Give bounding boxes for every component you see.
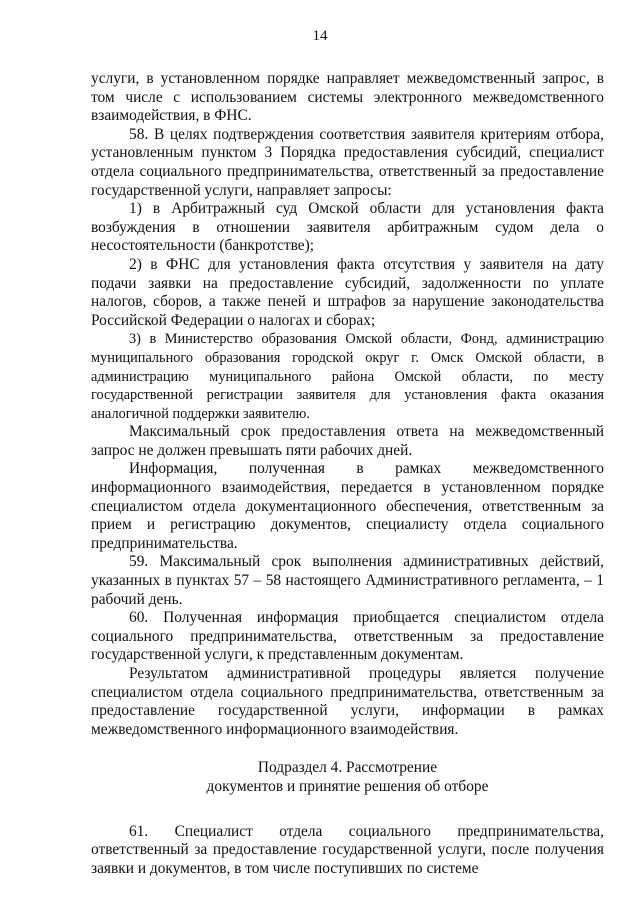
paragraph-max-term: Максимальный срок предоставления ответа на межведомственный запрос не должен превышать пяти рабочих дней. bbox=[91, 423, 604, 459]
document-body bbox=[91, 70, 604, 878]
list-item-3: 3) в Министерство образования Омской области, Фонд, администрацию муниципального образования городской округ г. Омск Омской области, в администрацию муниципального района Омской области, по месту государственной регистрации заявителя для установления факта оказания аналогичной поддержки заявителю. bbox=[91, 331, 604, 422]
paragraph-result: Результатом административной процедуры является получение специалистом отдела социального предпринимательства, ответственным за предоставление государственной услуги, информации в рамках межведомственного информационного взаимодействия. bbox=[91, 665, 604, 738]
paragraph-continuation: услуги, в установленном порядке направляет межведомственный запрос, в том числе с использованием системы электронного межведомственного взаимодействия, в ФНС. bbox=[91, 70, 604, 125]
paragraph-information: Информация, полученная в рамках межведомственного информационного взаимодействия, передается в установленном порядке специалистом отдела документационного обеспечения, ответственным за прием и регистрацию документов, специалисту отдела социального предпринимательства. bbox=[91, 460, 604, 552]
subsection-title-line1: Подраздел 4. Рассмотрение bbox=[257, 759, 438, 777]
list-item-1: 1) в Арбитражный суд Омской области для установления факта возбуждения в отношении заявителя арбитражным судом дела о несостоятельности (банкротстве); bbox=[91, 200, 604, 255]
paragraph-60: 60. Полученная информация приобщается специалистом отдела социального предпринимательства, ответственным за предоставление государственной услуги, к представленным документам. bbox=[91, 609, 604, 664]
paragraph-61: 61. Специалист отдела социального предпринимательства, ответственный за предоставление государственной услуги, после получения заявки и документов, в том числе поступивших по системе bbox=[91, 822, 604, 877]
subsection-title-line2: документов и принятие решения об отборе bbox=[206, 777, 489, 795]
paragraph-59: 59. Максимальный срок выполнения административных действий, указанных в пунктах 57 – 58 настоящего Административного регламента, – 1 рабочий день. bbox=[91, 553, 604, 608]
paragraph-58: 58. В целях подтверждения соответствия заявителя критериям отбора, установленным пунктом 3 Порядка предоставления субсидий, специалист отдела социального предпринимательства, ответственный за предоставление государственной услуги, направляет запросы: bbox=[91, 125, 604, 199]
page-number: 14 bbox=[312, 28, 328, 44]
list-item-2: 2) в ФНС для установления факта отсутствия у заявителя на дату подачи заявки на предоставление субсидий, задолженности по уплате налогов, сборов, а также пеней и штрафов за нарушение законодательства Российской Федерации о налогах и сборах; bbox=[91, 255, 604, 329]
subsection-heading bbox=[91, 759, 604, 796]
